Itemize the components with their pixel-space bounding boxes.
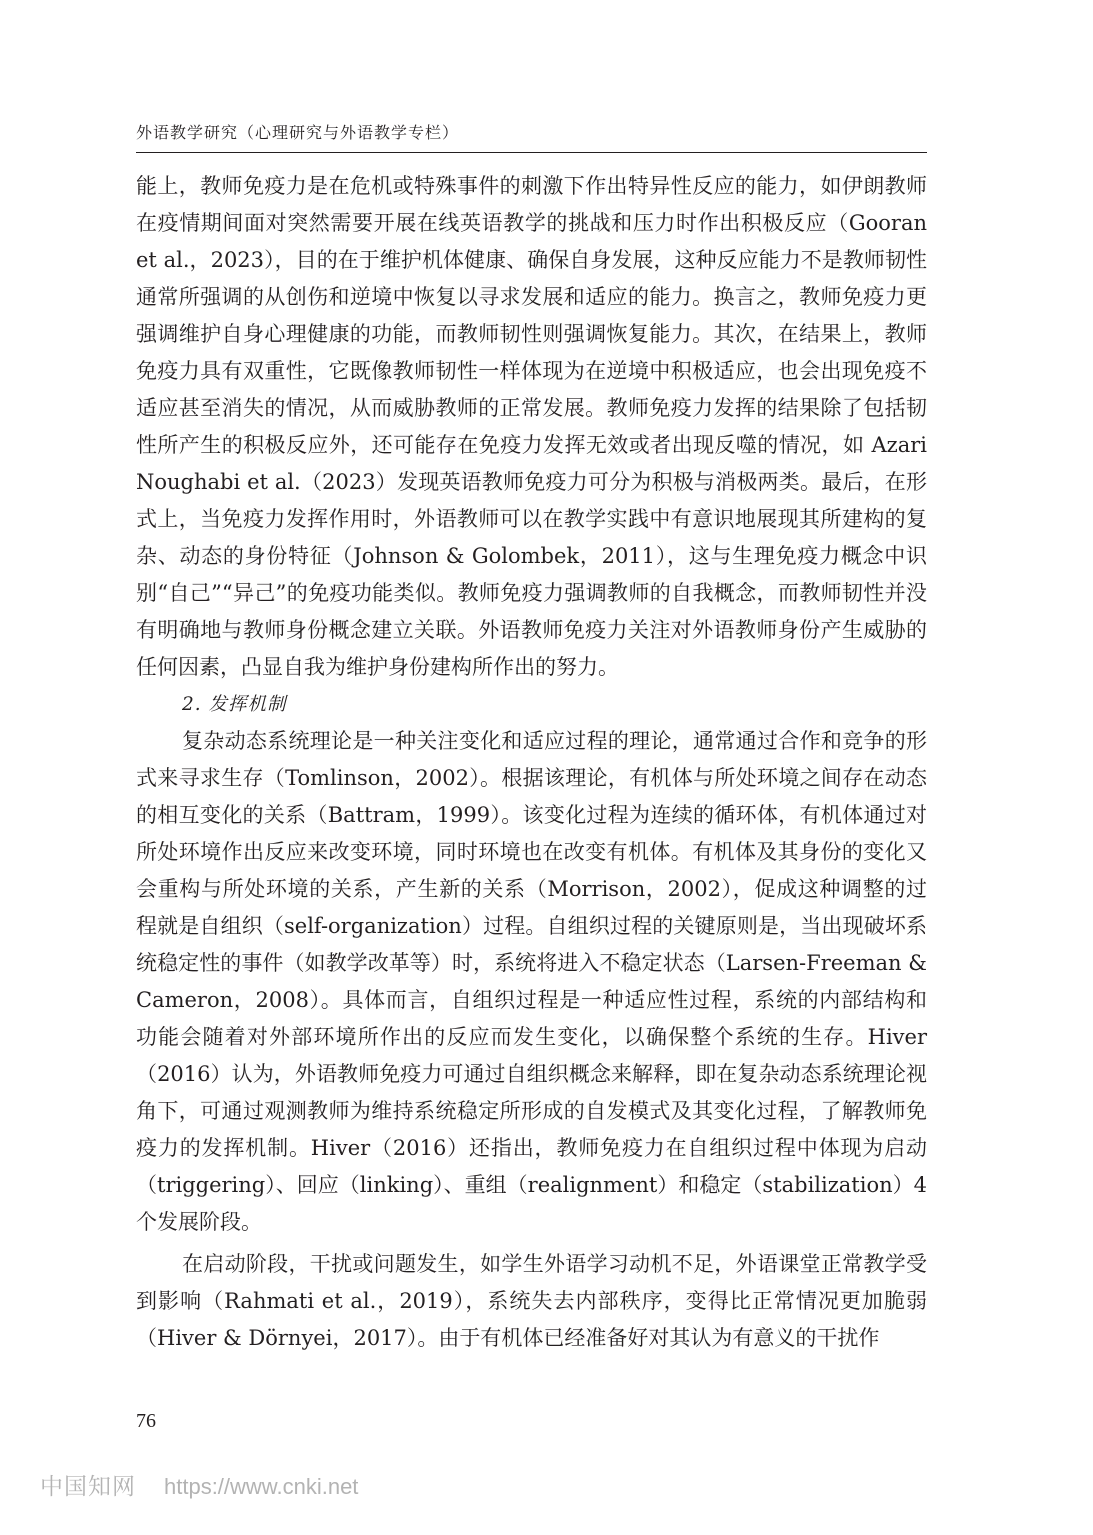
header-rule: [136, 152, 927, 153]
body-paragraph-continued: 能上，教师免疫力是在危机或特殊事件的刺激下作出特异性反应的能力，如伊朗教师在疫情期间面对突然需要开展在线英语教学的挑战和压力时作出积极反应（Gooran et al.，2023），目的在于维护机体健康、确保自身发展，这种反应能力不是教师韧性通常所强调的从创伤和逆境中恢复以寻求发展和适应的能力。换言之，教师免疫力更强调维护自身心理健康的功能，而教师韧性则强调恢复能力。其次，在结果上，教师免疫力具有双重性，它既像教师韧性一样体现为在逆境中积极适应，也会出现免疫不适应甚至消失的情况，从而威胁教师的正常发展。教师免疫力发挥的结果除了包括韧性所产生的积极反应外，还可能存在免疫力发挥无效或者出现反噬的情况，如 Azari Noughabi et al.（2023）发现英语教师免疫力可分为积极与消极两类。最后，在形式上，当免疫力发挥作用时，外语教师可以在教学实践中有意识地展现其所建构的复杂、动态的身份特征（Johnson & Golombek，2011），这与生理免疫力概念中识别“自己”“异己”的免疫功能类似。教师免疫力强调教师的自我概念，而教师韧性并没有明确地与教师身份概念建立关联。外语教师免疫力关注对外语教师身份产生威胁的任何因素，凸显自我为维护身份建构所作出的努力。: [136, 174, 927, 679]
page-number: 76: [136, 1410, 156, 1432]
running-head: 外语教学研究（心理研究与外语教学专栏）: [136, 123, 460, 142]
cnki-url: https://www.cnki.net: [164, 1474, 359, 1499]
body-paragraph: 在启动阶段，干扰或问题发生，如学生外语学习动机不足，外语课堂正常教学受到影响（Rahmati et al.，2019），系统失去内部秩序，变得比正常情况更加脆弱（Hiver & Dörnyei，2017）。由于有机体已经准备好对其认为有意义的干扰作: [136, 1252, 927, 1350]
article-body: [136, 168, 927, 1357]
cnki-watermark: [40, 1468, 358, 1501]
section-heading: 2. 发挥机制: [182, 694, 287, 715]
body-paragraph: 复杂动态系统理论是一种关注变化和适应过程的理论，通常通过合作和竞争的形式来寻求生存（Tomlinson，2002）。根据该理论，有机体与所处环境之间存在动态的相互变化的关系（Battram，1999）。该变化过程为连续的循环体，有机体通过对所处环境作出反应来改变环境，同时环境也在改变有机体。有机体及其身份的变化又会重构与所处环境的关系，产生新的关系（Morrison，2002），促成这种调整的过程就是自组织（self-organization）过程。自组织过程的关键原则是，当出现破坏系统稳定性的事件（如教学改革等）时，系统将进入不稳定状态（Larsen-Freeman & Cameron，2008）。具体而言，自组织过程是一种适应性过程，系统的内部结构和功能会随着对外部环境所作出的反应而发生变化，以确保整个系统的生存。Hiver（2016）认为，外语教师免疫力可通过自组织概念来解释，即在复杂动态系统理论视角下，可通过观测教师为维持系统稳定所形成的自发模式及其变化过程，了解教师免疫力的发挥机制。Hiver（2016）还指出，教师免疫力在自组织过程中体现为启动（triggering）、回应（linking）、重组（realignment）和稳定（stabilization）4 个发展阶段。: [136, 729, 927, 1234]
cnki-logo-text: 中国知网: [40, 1474, 136, 1500]
